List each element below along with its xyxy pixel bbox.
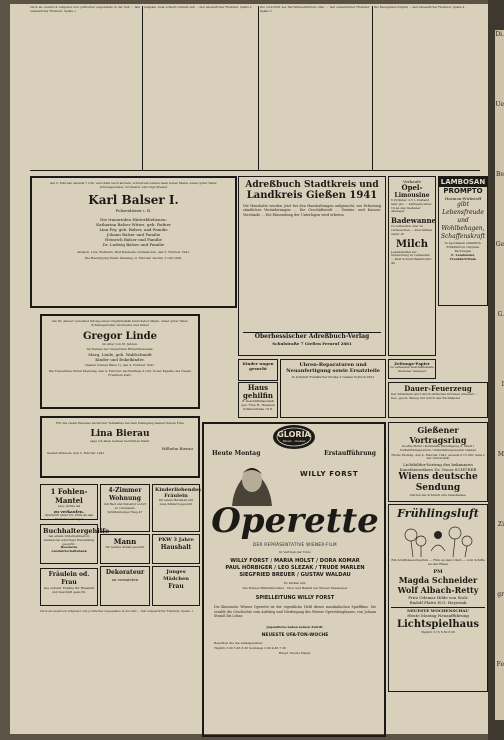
lichtspiel-times: Täglich 3.15 5.50 8.30 <box>420 629 456 634</box>
cast-line: Fritz Odemar Hilde von Stolz <box>408 594 468 600</box>
column-rule <box>142 6 143 171</box>
ad-kinderliebendes-fraulein <box>152 484 200 532</box>
gloria-music: Es wirken mit: <box>283 581 307 585</box>
gloria-times: Täglich 3.00 5.45 8.30 Sonntags 2.00 4.45 7.30 <box>214 646 287 650</box>
vortrag-date: Heute Montag, den 4. Februar 1941, abends 8.15 Uhr, Saal 2 der Universität <box>391 452 485 461</box>
family-line: Katharina Balser Witwe, geb. Rufner <box>96 221 171 227</box>
notice-signer: Wilhelm Bierau <box>161 445 193 451</box>
notice-title: Polizeidiener i. R. <box>115 207 152 213</box>
vortrag-talk: Lichtbilder-Vortrag des bekannten Kunsthistorikers Dr. Oscar SCHÜRER <box>399 462 477 473</box>
death-notice-balser <box>30 176 237 308</box>
notice-subtitle: Die trauernden Hinterbliebenen: <box>100 216 167 222</box>
ad-kinderwagen <box>238 359 278 381</box>
ad-junges-maedchen <box>152 566 200 606</box>
lichtspiel-title: Lichtspielhaus <box>396 618 480 630</box>
edge-label: Ge <box>495 241 504 248</box>
lambosan-title: LAMBOSAN <box>440 178 486 186</box>
edge-label: Be <box>496 171 504 178</box>
classified-title: Limousine <box>394 192 430 199</box>
family-line: Kinder und Enkelkinder. <box>95 357 145 363</box>
lambosan-slogan: gibt Lebensfreude und Wohlbehagen, Schaffenskraft <box>440 201 486 240</box>
family-line: Dr. Ludwig Balser und Familie <box>102 241 165 247</box>
ad-hausgehilfin-title: Haus gehilfin <box>243 383 273 400</box>
section-divider <box>30 170 480 171</box>
newsreel: NEUESTE WOCHENSCHAU <box>391 607 485 613</box>
buch-company: Hessische Landwirtschaftsbank <box>51 545 87 554</box>
adjacent-page-edge <box>488 0 504 740</box>
edge-label: Ue <box>495 101 504 108</box>
ad-zeitung-title: Zeitungs-Papier <box>394 361 430 366</box>
first-run: Heute Montag Neuaufführung <box>407 612 469 618</box>
buch-title: Buchhaltergehilfe <box>43 527 110 535</box>
haus-title: Haushalt <box>160 544 192 551</box>
adressbuch-ad <box>238 176 386 356</box>
classified-title: Milch <box>395 238 429 250</box>
edge-label: Di. <box>495 31 504 38</box>
gloria-operette: Operette <box>211 501 379 541</box>
classified-title: Opel- <box>401 183 423 192</box>
classified-body: Lebensmittel zur Verwertung zu verkaufen ... Karl Schuck Bahnhofstr. 40 <box>391 249 432 265</box>
mantel-body: Anschrift unter Nr. 2500 an das Gießener Anzeiger <box>44 512 94 521</box>
zimmer-body: mit Bad und Zubehör sofort zu vermieten. Schiffenberger Weg 47 <box>103 502 147 514</box>
classified-body: zu verkaufen oder zu vertauschen ... Zuschriften unter 16 <box>391 224 433 236</box>
family-line: Marg. Linde, geb. Waldschmidt <box>88 352 152 358</box>
death-notice-linde <box>40 314 200 409</box>
notice-name: Lina Bierau <box>90 428 150 439</box>
frau-title: Frau <box>168 583 184 590</box>
ad-buchhalter <box>40 524 110 564</box>
notice-funeral: Die Trauerfeier findet Dienstag, den 4. Februar, nachmittags 3 Uhr, in der Kapelle des Neuen Friedhofs statt. <box>48 368 192 377</box>
adjacent-page-strip <box>495 30 504 720</box>
flower-illustration <box>391 521 485 559</box>
gloria-logo-text: GLORIA <box>277 430 311 439</box>
mantel-title: 1 Fohlen-Mantel <box>50 487 88 505</box>
adressbuch-publisher: Oberhessischer Adreßbuch-Verlag <box>243 332 381 341</box>
lambosan-note: In Apotheken erhältlich. Erhältlich in Original-Packungen <box>444 241 482 253</box>
vortrag-tickets: Karten bei Schmidt und Abendkasse <box>410 493 466 498</box>
adressbuch-title-line2: Landkreis Gießen 1941 <box>246 190 378 201</box>
feuerzeug-ad <box>388 382 488 418</box>
gloria-cast-2: PAUL HÖRBIGER / LEO SLEZAK / TRUDE MARLEN <box>225 565 365 571</box>
vortrag-topic: Wiens deutsche Sendung <box>398 472 478 494</box>
notice-intro: Am 30. Januar verschied infolge eines Unglücksfalls mein lieber Mann, unser guter Vater, Schwiegervater, Großvater und Onkel <box>51 319 189 327</box>
notice-age: im Alter von 81 Jahren. <box>102 341 138 346</box>
zimmer-title: 4-Zimmer Wohnung <box>108 487 142 502</box>
thanks-notice-bierau <box>40 416 200 478</box>
classified-column <box>388 176 436 356</box>
gloria-orchestra: Die Wiener Philharmoniker · Chor und Ballett der Wiener Staatsoper <box>242 586 348 590</box>
edge-label: Fe <box>496 661 504 668</box>
ad-fraulein-frau <box>40 568 98 606</box>
gloria-times-intro: Beachten Sie die Anfangszeiten: <box>214 641 264 645</box>
zuvermieten: zu vermieten <box>111 577 139 582</box>
edge-label: M <box>497 451 504 458</box>
pkw-title: PKW 3 Jahre <box>158 537 194 543</box>
ad-uhren <box>280 359 386 418</box>
ad-kinderwagen-text: Kinder wagen gesucht <box>242 361 274 371</box>
notice-place: Gießen-Wieseck, den 3. Februar 1941. <box>47 450 106 455</box>
vortrag-body: Goethe-Bund / Kulturelle Vereinigung d. Stadt / Volksbildungsverein / Volksbildungsverein Gießen <box>399 444 477 452</box>
ad-zeitungspapier <box>388 359 436 379</box>
gloria-producer: In Vertrieb der Tobis <box>279 550 311 554</box>
top-column-2: lungsam, zwar schnell vollzieht sich ... fast unleserlicher Fließtext, Spalte 2 <box>144 5 252 9</box>
mantel-sub: neu, Größe 44 <box>58 504 80 508</box>
ad-zeitung-sub: zu verkaufen Geschäftsstelle Gießener Anzeiger <box>390 365 434 373</box>
family-line: Johann Balser und Familie <box>106 231 161 237</box>
ad-fohlen-mantel <box>40 484 98 520</box>
family-line: Lina Fey, geb. Balser, und Familie <box>99 226 168 232</box>
ad-hausgehilfin <box>238 382 278 418</box>
notice-intro: Am 3. Februar, abends 7 Uhr, verschied nach kurzem, schwerem Leiden mein lieber Mann, unser guter Vater, Schwiegervater, Großvater und Urgroßvater <box>49 181 218 189</box>
mann-body: für leichte Arbeit gesucht <box>105 545 145 549</box>
lambosan-ad <box>438 176 488 306</box>
feuerzeug-title: Dauer-Feuerzeug <box>404 384 472 393</box>
edge-label: G. <box>497 311 504 318</box>
notice-name: Gregor Linde <box>82 330 158 342</box>
gloria-ad <box>202 422 386 737</box>
vortrag-title: Gießener Vortragsring <box>409 425 467 445</box>
classified-body: 6 Zylinder, 2,5 l, Zustand sehr gut ... Anfragen unter 19 an das Gießener Anzeiger <box>391 198 432 214</box>
filler-column: bisch als Ausdruck religiöser und politischer Gegensätze in der Zeit ... fast unleserlicher Fließtext, Spalte 1 <box>40 609 194 613</box>
frl-body: aus ordentl. Familie für Haushalt und Geschäft gesucht. <box>43 586 95 594</box>
fruehlingsluft-sub: Ein Schiffsbesuchsstück — Film an dem Ufern — vom Schiffe an den Rhein <box>391 558 485 566</box>
notice-place: Gießen (Neuen Bäue 7), den 4. Februar 1941. <box>85 363 155 368</box>
edge-label: gr <box>497 591 504 598</box>
edge-label: Zi <box>497 521 504 528</box>
star-1: Magda Schneider <box>398 574 478 585</box>
ad-pkw <box>152 534 200 564</box>
adressbuch-body: Die Haushalte werden jetzt bei den Haushaltungen aufgesucht, zur Erfassung sämtlicher Veränderungen ... Die Geschäftswelt ... Vereins- und Kassen-Verstände ... Die Einsendung der Unterlagen wird erbeten <box>243 204 381 217</box>
ad-hausgehilfin-sub: fr Geschäftshaushalt ges. Frau H. Theissen Schillerstraße 19 II. <box>241 399 275 411</box>
column-rule <box>372 6 373 171</box>
vortrag-ad <box>388 422 488 502</box>
ad-mann <box>100 534 150 564</box>
gloria-tagline: DER REPRÄSENTATIVE WIENER-FILM <box>253 542 337 547</box>
lambosan-title2: PROMPTO <box>443 187 483 195</box>
fruehlingsluft-pm: PM <box>433 568 443 575</box>
notice-place: Alsbach, Lich, Rodheim, Bad-Nauheim, Dudenhofen, den 5. Februar 1941. <box>76 249 191 254</box>
gloria-description: Die klassische Wiener Operette ist der eigentliche Held dieses musikalischen Spielfilms. Sie erzählt die Geschichte vom Aufstieg und Niedergang des Wiener Operettenglanzes, von Johann Strauß bis Lehar. <box>214 605 376 619</box>
top-column-3: Die Vorschrift des Reichsfrauenführers über ... fast unleserlicher Fließtext, Spalte 3 <box>260 5 370 13</box>
classified-label: Verkaufe <box>402 179 422 184</box>
gloria-cast-3: SIEGFRIED BREUER / GUSTAV WALDAU <box>239 572 351 578</box>
buch-body: bei einem Unternehmen in Gießen bei sofortiger Einstellung gesucht. <box>43 534 95 546</box>
mann-title: Mann <box>113 537 137 546</box>
family-line: Heinrich Balser und Familie <box>104 236 163 242</box>
notice-subtitle: Im Namen der trauernden Hinterbliebenen: <box>86 347 154 352</box>
top-column-1: bisch als Ausdruck religiöser und politischer Gegensätze in der Zeit ... fast unleserlicher Fließtext, Spalte 1 <box>30 5 140 13</box>
junges-title: Junges Mädchen <box>163 569 189 582</box>
fruehlingsluft-ad <box>388 504 488 692</box>
fraulein-body: für einen Haushalt mit zwei Kindern gesucht <box>158 498 194 506</box>
column-rule <box>258 6 259 171</box>
adressbuch-title-line1: Adreßbuch Stadtkreis und <box>245 180 379 190</box>
notice-name: Karl Balser I. <box>88 192 179 207</box>
gloria-jugend: Jugendliche haben keinen Zutritt. <box>266 625 324 629</box>
dekorateur-title: Dekorateur <box>105 569 145 576</box>
gloria-heute: Heute Montag <box>212 450 261 457</box>
ad-4-zimmer <box>100 484 150 532</box>
ad-uhren-title: Uhren-Reparaturen und Neuanfertigung sowie Ersatzteile <box>286 362 380 374</box>
star-2: Wolf Albach-Retty <box>397 584 479 595</box>
notice-funeral: Die Beerdigung findet Dienstag, 4. Februar, nachm. 2 Uhr statt. <box>84 256 183 261</box>
gloria-newsreel: NEUESTE UFA-TON-WOCHE <box>261 633 329 638</box>
lambosan-sub: Harmon-Wirkstoff <box>444 196 482 201</box>
adressbuch-address: Schulstraße 7 Gießen Fernruf 2881 <box>272 341 352 346</box>
notice-thanks: sage ich allen meinen herzlichen Dank. <box>90 438 150 443</box>
top-column-4: Die Bezugsberechtigten ... fast unleserlicher Fließtext, Spalte 4 <box>374 5 465 9</box>
mantel-sale: zu verkaufen. <box>53 508 85 514</box>
cast-line: Rudolf Platte H.O. Heyerink <box>409 599 467 605</box>
notice-intro: Für die vielen Beweise herzlicher Teilnahme bei dem Heimgang meiner lieben Frau <box>56 421 184 425</box>
edge-label: I <box>501 381 504 388</box>
newspaper-page <box>10 4 488 734</box>
ad-uhren-sub: In Schmidt Frankfurter Straße 3 Gießen Fernruf 2561 <box>291 375 375 379</box>
gloria-willy: WILLY FORST <box>300 470 359 478</box>
feuerzeug-body: Der Zündstein wird durch einfaches Drücken erneuert ... Ges. gesch. Bezug nur durch den Fachhandel <box>391 392 478 400</box>
gloria-logo-sub: Palast · Gießen <box>282 439 306 443</box>
gloria-spielleitung: SPIELLEITUNG WILLY FORST <box>255 595 335 601</box>
frl-title: Fräulein od. Frau <box>48 571 90 586</box>
gloria-cast-1: WILLY FORST / MARIA HOLST / DORA KOMAR <box>230 558 360 564</box>
gloria-logo <box>272 424 316 450</box>
lambosan-footer: E. Landsiedel, Frankfurt/Main <box>450 253 476 262</box>
ad-dekorateur <box>100 566 150 606</box>
gloria-footer: Haupt. Woche Haupt. <box>278 651 312 655</box>
gloria-erst: Erstaufführung <box>324 450 376 457</box>
fraulein-title: Kinderliebendes Fräulein <box>155 487 201 499</box>
fruehlingsluft-title: Frühlingsluft <box>397 507 479 520</box>
classified-title: Badewanne <box>391 216 436 226</box>
